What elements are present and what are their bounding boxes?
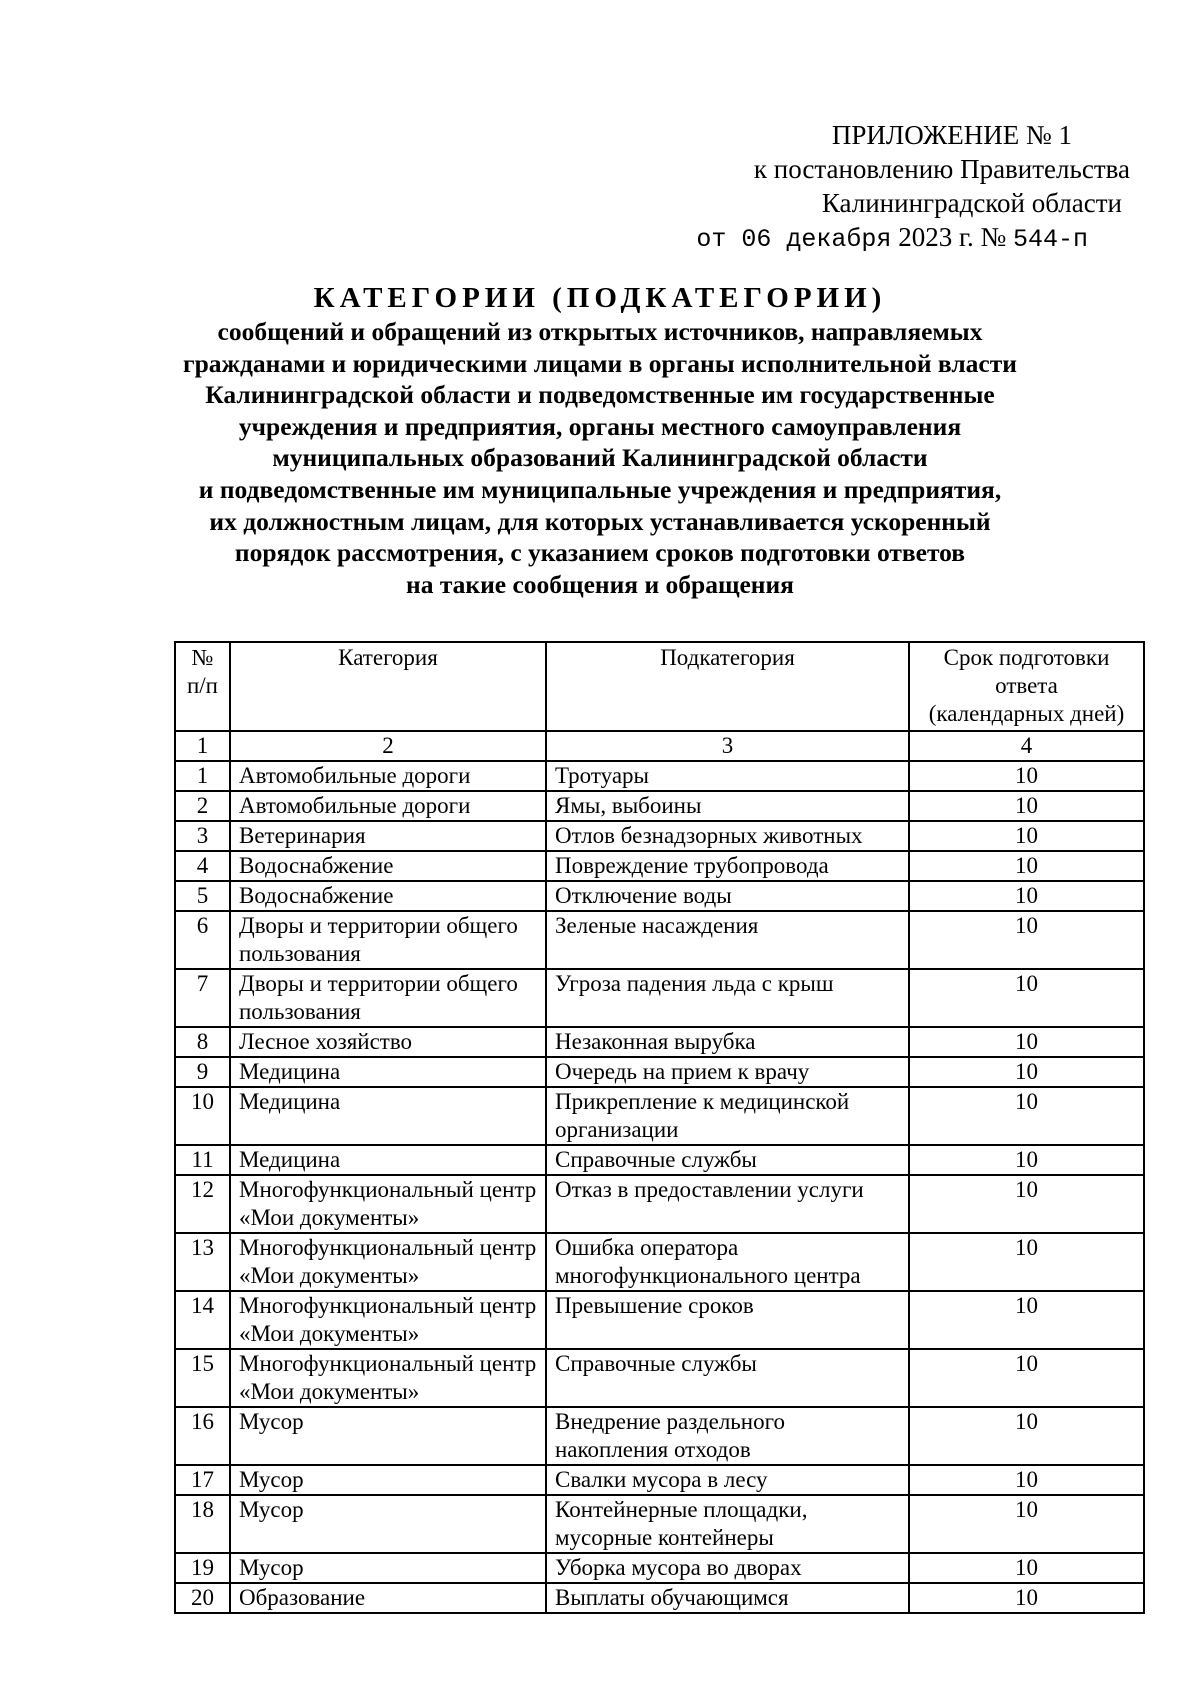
row-subcategory: Внедрение раздельного накопления отходов	[546, 1407, 909, 1465]
table-row	[175, 761, 1144, 791]
document-heading	[120, 280, 1080, 600]
row-subcategory: Ошибка оператора многофункционального центра	[546, 1233, 909, 1291]
table-row	[175, 1027, 1144, 1057]
row-number: 7	[175, 969, 230, 1027]
row-subcategory: Свалки мусора в лесу	[546, 1465, 909, 1495]
table-row	[175, 1175, 1144, 1233]
annex-number: 544-п	[1012, 225, 1088, 254]
header-number-abbr: п/п	[186, 673, 218, 698]
header-term-line: (календарных дней)	[928, 701, 1125, 726]
row-subcategory: Повреждение трубопровода	[546, 851, 909, 881]
row-term: 10	[909, 821, 1144, 851]
heading-line: порядок рассмотрения, с указанием сроков подготовки ответов	[234, 538, 966, 568]
row-number: 8	[175, 1027, 230, 1057]
row-number: 19	[175, 1553, 230, 1583]
row-number: 14	[175, 1291, 230, 1349]
row-term: 10	[909, 881, 1144, 911]
document-title: КАТЕГОРИИ (ПОДКАТЕГОРИИ)	[313, 282, 887, 314]
row-subcategory: Превышение сроков	[546, 1291, 909, 1349]
row-number: 13	[175, 1233, 230, 1291]
row-category: Медицина	[230, 1057, 546, 1087]
row-subcategory: Отключение воды	[546, 881, 909, 911]
row-subcategory: Справочные службы	[546, 1145, 909, 1175]
annex-ref-line: к постановлению Правительства	[753, 154, 1130, 184]
table-row	[175, 1495, 1144, 1553]
row-category: Медицина	[230, 1145, 546, 1175]
annex-date-line	[670, 220, 1130, 257]
row-term: 10	[909, 1057, 1144, 1087]
row-term: 10	[909, 1145, 1144, 1175]
annex-title: ПРИЛОЖЕНИЕ № 1	[831, 120, 1072, 150]
row-term: 10	[909, 1553, 1144, 1583]
row-number: 17	[175, 1465, 230, 1495]
table-row	[175, 911, 1144, 969]
row-category: Мусор	[230, 1495, 546, 1553]
heading-line: Калининградской области и подведомственные им государственные	[205, 380, 995, 410]
row-subcategory: Справочные службы	[546, 1349, 909, 1407]
row-subcategory: Контейнерные площадки, мусорные контейнеры	[546, 1495, 909, 1553]
row-category: Лесное хозяйство	[230, 1027, 546, 1057]
row-term: 10	[909, 911, 1144, 969]
row-term: 10	[909, 791, 1144, 821]
table-row	[175, 1291, 1144, 1349]
row-category: Водоснабжение	[230, 881, 546, 911]
header-term	[909, 642, 1144, 731]
row-number: 15	[175, 1349, 230, 1407]
table-header-row	[175, 642, 1144, 731]
row-number: 20	[175, 1583, 230, 1613]
row-subcategory: Тротуары	[546, 761, 909, 791]
heading-line: и подведомственные им муниципальные учреждения и предприятия,	[198, 474, 1002, 504]
row-category: Многофункциональный центр «Мои документы»	[230, 1175, 546, 1233]
table-row	[175, 1087, 1144, 1145]
categories-table	[174, 641, 1145, 1614]
row-number: 9	[175, 1057, 230, 1087]
heading-line: учреждения и предприятия, органы местного самоуправления	[238, 411, 962, 441]
row-number: 5	[175, 881, 230, 911]
column-index-row	[175, 731, 1144, 761]
row-number: 16	[175, 1407, 230, 1465]
header-number-sign: №	[191, 645, 214, 670]
table-row	[175, 1407, 1144, 1465]
annex-date: от 06 декабря	[696, 225, 892, 254]
row-category: Многофункциональный центр «Мои документы»	[230, 1349, 546, 1407]
row-subcategory: Отлов безнадзорных животных	[546, 821, 909, 851]
row-number: 11	[175, 1145, 230, 1175]
row-subcategory: Очередь на прием к врачу	[546, 1057, 909, 1087]
table-body	[175, 761, 1144, 1613]
header-term-line: Срок подготовки	[943, 645, 1110, 670]
table-row	[175, 1233, 1144, 1291]
table-row	[175, 851, 1144, 881]
row-term: 10	[909, 969, 1144, 1027]
row-subcategory: Уборка мусора во дворах	[546, 1553, 909, 1583]
table-row	[175, 969, 1144, 1027]
row-category: Мусор	[230, 1553, 546, 1583]
table-row	[175, 1057, 1144, 1087]
row-term: 10	[909, 1027, 1144, 1057]
row-subcategory: Ямы, выбоины	[546, 791, 909, 821]
row-term: 10	[909, 1291, 1144, 1349]
row-term: 10	[909, 1087, 1144, 1145]
row-number: 2	[175, 791, 230, 821]
row-term: 10	[909, 1465, 1144, 1495]
row-term: 10	[909, 761, 1144, 791]
row-subcategory: Зеленые насаждения	[546, 911, 909, 969]
table-row	[175, 1145, 1144, 1175]
column-index: 1	[175, 731, 230, 761]
row-term: 10	[909, 851, 1144, 881]
table-row	[175, 821, 1144, 851]
table-row	[175, 1465, 1144, 1495]
row-subcategory: Незаконная вырубка	[546, 1027, 909, 1057]
row-term: 10	[909, 1349, 1144, 1407]
row-number: 18	[175, 1495, 230, 1553]
row-subcategory: Угроза падения льда с крыш	[546, 969, 909, 1027]
annex-year: 2023 г. №	[898, 222, 1007, 252]
header-number	[175, 642, 230, 731]
row-category: Многофункциональный центр «Мои документы»	[230, 1291, 546, 1349]
table-row	[175, 1583, 1144, 1613]
row-category: Водоснабжение	[230, 851, 546, 881]
table-row	[175, 1349, 1144, 1407]
row-category: Многофункциональный центр «Мои документы»	[230, 1233, 546, 1291]
row-number: 12	[175, 1175, 230, 1233]
table-row	[175, 791, 1144, 821]
row-category: Ветеринария	[230, 821, 546, 851]
header-category: Категория	[230, 642, 546, 731]
row-number: 1	[175, 761, 230, 791]
header-subcategory: Подкатегория	[546, 642, 909, 731]
row-number: 6	[175, 911, 230, 969]
heading-line: на такие сообщения и обращения	[406, 569, 794, 599]
row-number: 3	[175, 821, 230, 851]
row-category: Мусор	[230, 1407, 546, 1465]
table-row	[175, 1553, 1144, 1583]
row-category: Мусор	[230, 1465, 546, 1495]
table-row	[175, 881, 1144, 911]
row-subcategory: Отказ в предоставлении услуги	[546, 1175, 909, 1233]
heading-line: муниципальных образований Калининградской области	[272, 443, 928, 473]
annex-region-line: Калининградской области	[821, 188, 1122, 218]
row-term: 10	[909, 1233, 1144, 1291]
row-subcategory: Прикрепление к медицинской организации	[546, 1087, 909, 1145]
row-category: Медицина	[230, 1087, 546, 1145]
row-category: Автомобильные дороги	[230, 761, 546, 791]
row-category: Дворы и территории общего пользования	[230, 969, 546, 1027]
annex-header	[670, 118, 1130, 257]
row-category: Дворы и территории общего пользования	[230, 911, 546, 969]
row-subcategory: Выплаты обучающимся	[546, 1583, 909, 1613]
row-term: 10	[909, 1175, 1144, 1233]
header-term-line: ответа	[995, 673, 1058, 698]
column-index: 3	[546, 731, 909, 761]
row-term: 10	[909, 1583, 1144, 1613]
row-number: 4	[175, 851, 230, 881]
row-category: Образование	[230, 1583, 546, 1613]
row-term: 10	[909, 1407, 1144, 1465]
row-category: Автомобильные дороги	[230, 791, 546, 821]
row-number: 10	[175, 1087, 230, 1145]
heading-line: их должностным лицам, для которых устанавливается ускоренный	[209, 506, 991, 536]
heading-line: сообщений и обращений из открытых источников, направляемых	[217, 317, 983, 346]
heading-line: гражданами и юридическими лицами в органы исполнительной власти	[183, 348, 1017, 378]
row-term: 10	[909, 1495, 1144, 1553]
column-index: 4	[909, 731, 1144, 761]
column-index: 2	[230, 731, 546, 761]
